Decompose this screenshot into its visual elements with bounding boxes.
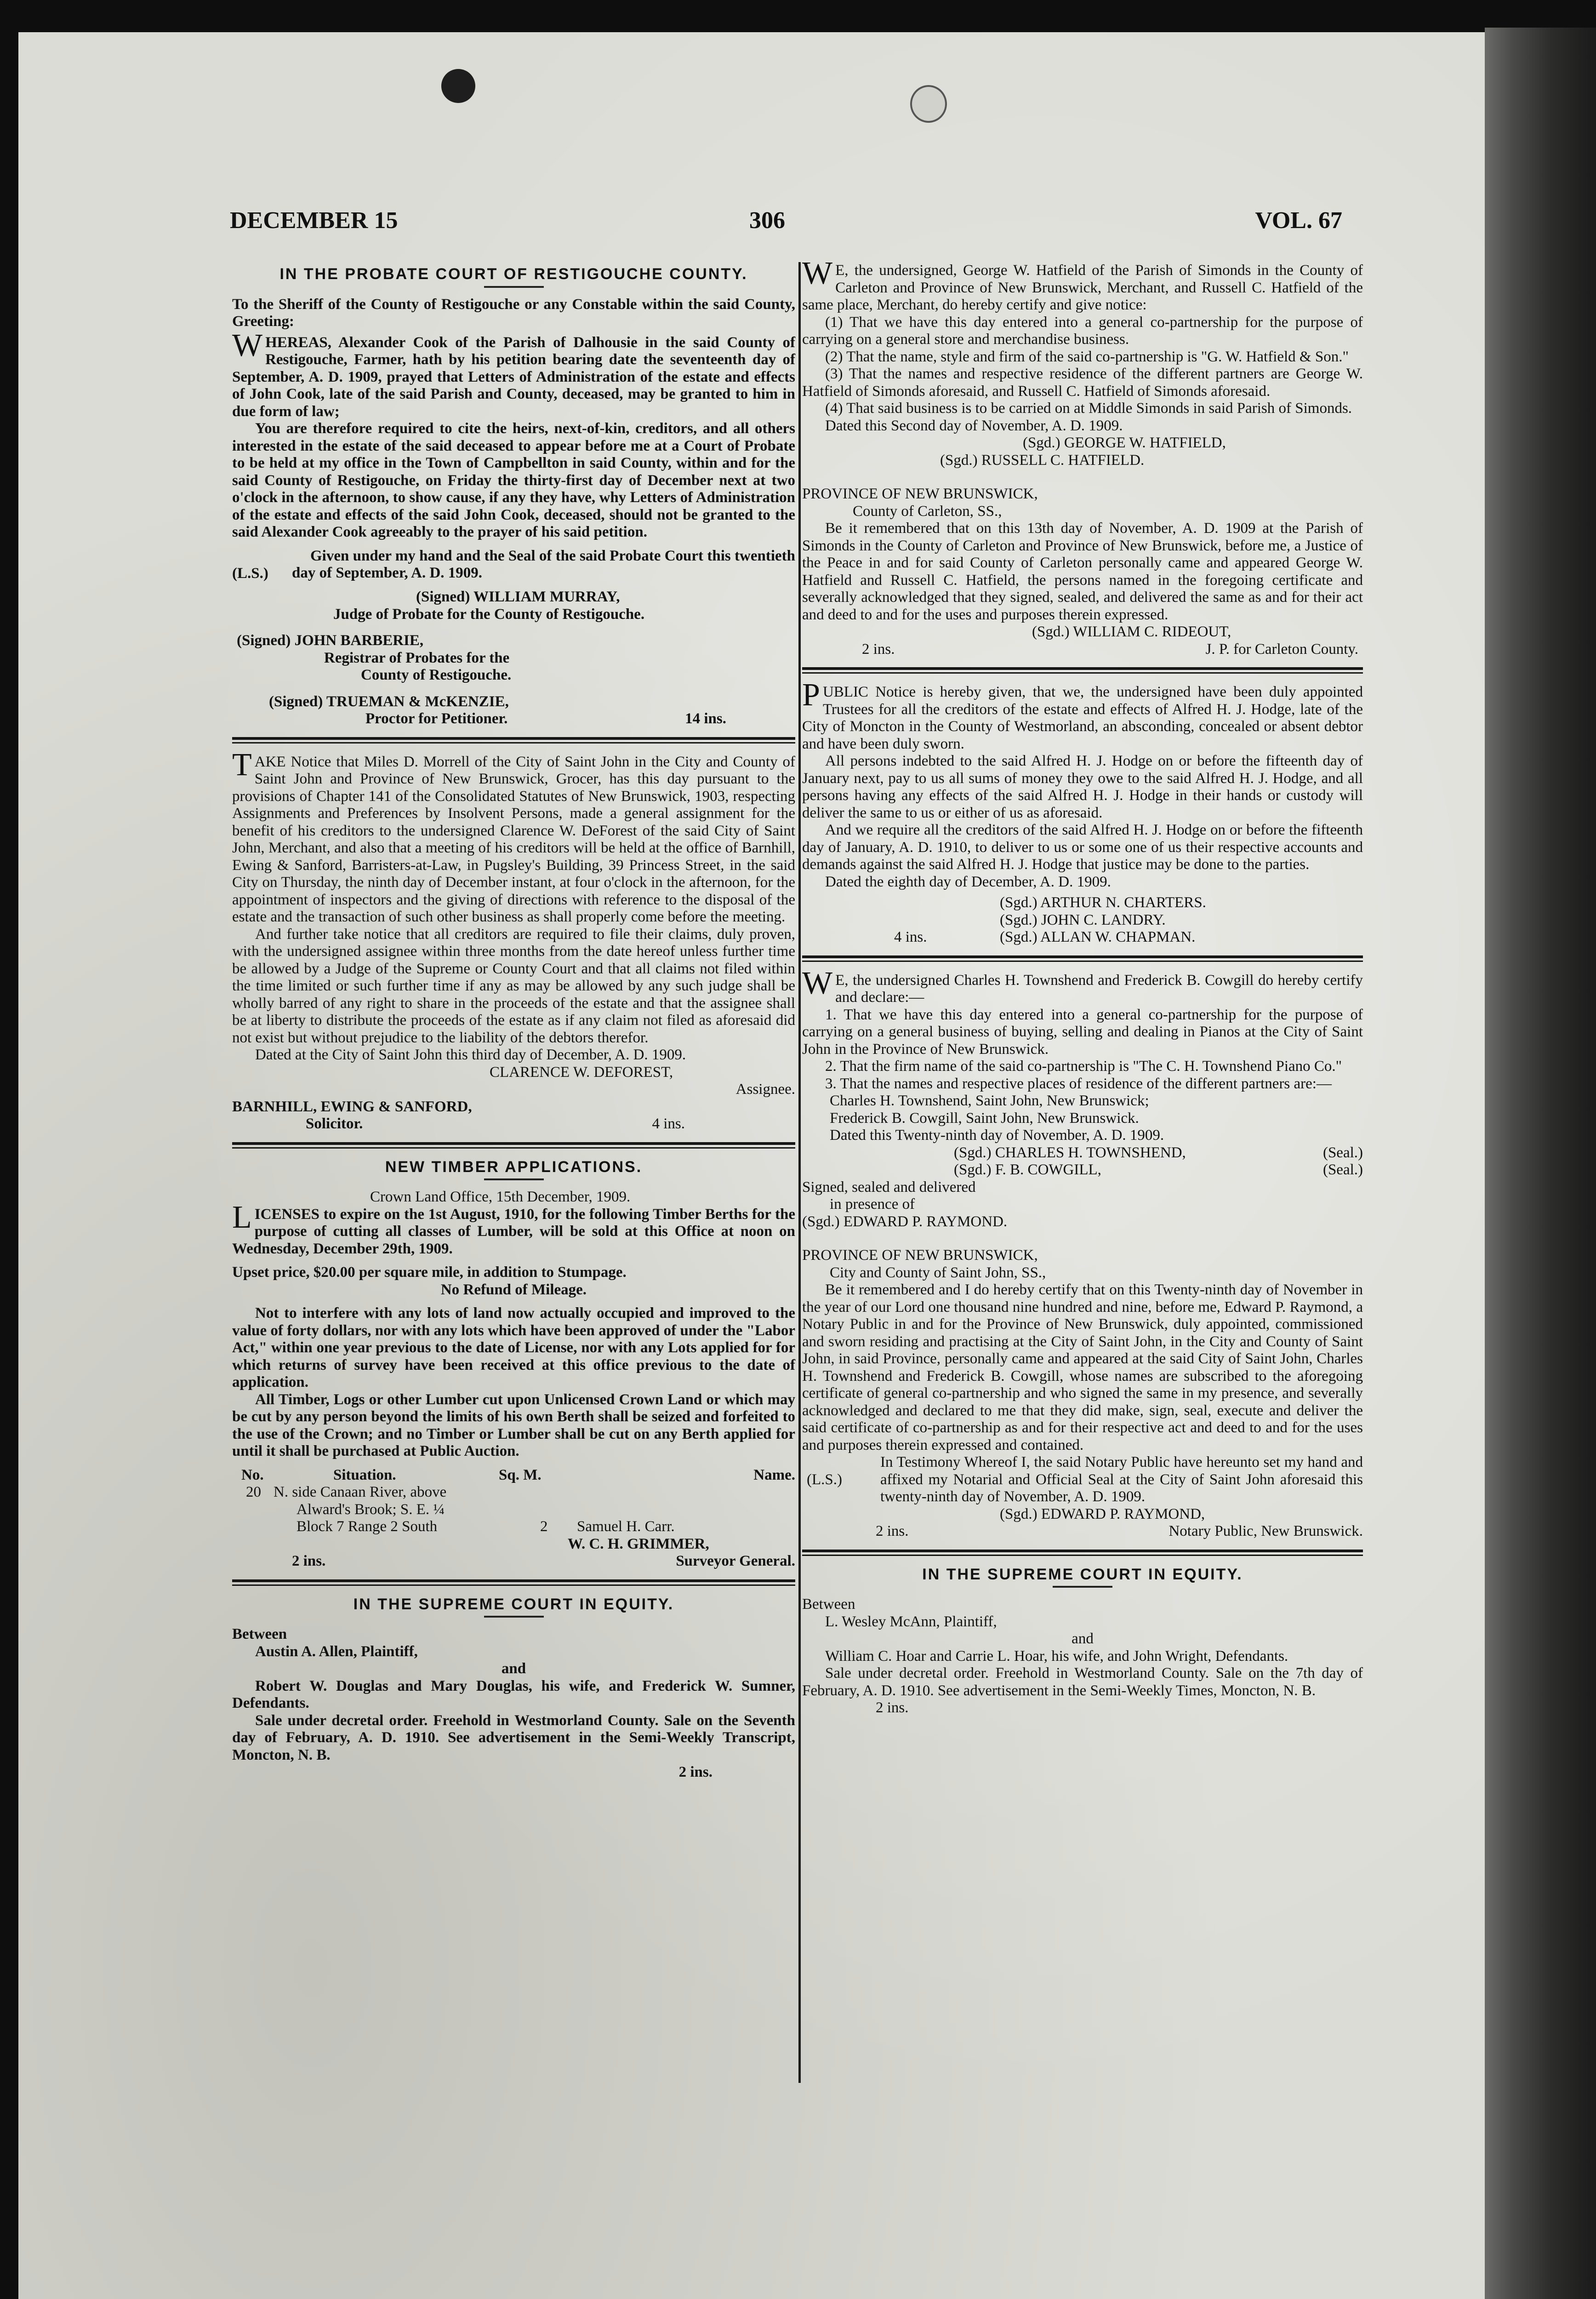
probate-given: Given under my hand and the Seal of the said Probate Court this twentieth day of September, A. D. 1909.	[292, 547, 795, 581]
equity-notice-right	[802, 1566, 1363, 1717]
hodge-notice	[802, 677, 1363, 946]
assignee-signature: CLARENCE W. DEFOREST,	[490, 1064, 673, 1081]
assignment-dated: Dated at the City of Saint John this third day of December, A. D. 1909.	[255, 1047, 686, 1063]
equity-defendants: Robert W. Douglas and Mary Douglas, his wife, and Frederick W. Sumner, Defendants.	[232, 1677, 795, 1711]
hatfield-item: (4) That said business is to be carried on at Middle Simonds in said Parish of Simonds.	[825, 400, 1352, 417]
hatfield-item: (2) That the name, style and firm of the said co-partnership is "G. W. Hatfield & Son."	[825, 348, 1349, 365]
partner-line: Charles H. Townshend, Saint John, New Brunswick;	[830, 1092, 1149, 1109]
province-heading: PROVINCE OF NEW BRUNSWICK,	[802, 1247, 1038, 1264]
header-date: DECEMBER 15	[230, 207, 398, 234]
jp-signature: (Sgd.) WILLIAM C. RIDEOUT,	[1032, 623, 1231, 640]
testimony-row	[802, 1454, 1363, 1506]
notary-row	[802, 1523, 1363, 1540]
equity-between: Between	[232, 1626, 287, 1642]
row-name: Samuel H. Carr.	[577, 1518, 675, 1535]
title-rule	[484, 1616, 544, 1618]
insertions: 4 ins.	[652, 1115, 685, 1132]
page-header	[230, 207, 1342, 239]
seal-mark: (Seal.)	[1322, 1144, 1363, 1161]
probate-body: You are therefore required to cite the heirs, next-of-kin, creditors, and all others interested in the estate of the said deceased to appear before me at a Court of Probate to be held at my office in the Town of Campbellton in said County, within and for the said County of Restigouche, on Friday the thirty-first day of December next at two o'clock in the afternoon, to show cause, if any they have, why Letters of Administration of the estate and effects of the said John Cook, deceased, should not be granted to the said Alexander Cook agreeably to the prayer of his said petition.	[232, 420, 795, 540]
section-rule	[232, 1579, 795, 1586]
table-row	[232, 1484, 795, 1536]
hodge-body: PUBLIC Notice is hereby given, that we, the undersigned have been duly appointed Trustees for all the creditors of the estate and effects of Alfred H. J. Hodge, late of the City of Moncton in the County of Westmorland, an absconding, concealed or absent debtor and have been duly sworn.	[802, 677, 1363, 752]
trustee-signature: (Sgd.) ALLAN W. CHAPMAN.	[1000, 929, 1196, 945]
assignment-notice	[232, 747, 795, 1133]
solicitor-name: BARNHILL, EWING & SANFORD,	[232, 1098, 472, 1115]
witness-line: in presence of	[830, 1196, 915, 1212]
punch-hole	[910, 85, 947, 123]
section-rule	[232, 737, 795, 743]
equity-and: and	[501, 1660, 526, 1677]
hodge-body: All persons indebted to the said Alfred H. J. Hodge on or before the fifteenth day of January next, pay to us all sums of money they owe to the said Alfred H. J. Hodge, and all persons having any effects of the said Alfred H. J. Hodge in their hands or custody will deliver the same to us or either of us as aforesaid.	[802, 753, 1363, 821]
section-rule	[232, 1142, 795, 1149]
assignment-body: And further take notice that all creditors are required to file their claims, duly proven, with the undersigned assignee within three months from the date hereof unless further time be allowed by a Judge of the Supreme or County Court and that all claims not filed within the time limited or such further time if any as may be allowed by any such judge shall be wholly barred of any right to share in the proceeds of the estate and that the assignee shall be at liberty to distribute the proceeds of the estate as if any claim not filed as aforesaid did not exist but without prejudice to the liability of the debtors therefor.	[232, 926, 795, 1046]
townshend-item: 2. That the firm name of the said co-partnership is "The C. H. Townshend Piano Co."	[825, 1058, 1342, 1075]
title-rule	[484, 286, 544, 288]
insertions: 2 ins.	[876, 1699, 909, 1716]
insertions: 14 ins.	[685, 710, 726, 727]
col-name: Name.	[753, 1466, 795, 1483]
timber-body: LICENSES to expire on the 1st August, 1910, for the following Timber Berths for the purpose of cutting all classes of Lumber, will be sold at this Office at noon on Wednesday, December 29th, 1909.	[232, 1199, 795, 1257]
equity-title: IN THE SUPREME COURT IN EQUITY.	[922, 1565, 1243, 1583]
townshend-signature: (Sgd.) CHARLES H. TOWNSHEND,	[954, 1144, 1186, 1161]
timber-no-refund: No Refund of Mileage.	[440, 1281, 587, 1298]
seal-label: (L.S.)	[232, 565, 268, 582]
probate-title: IN THE PROBATE COURT OF RESTIGOUCHE COUNTY.	[279, 265, 748, 283]
hodge-body: And we require all the creditors of the said Alfred H. J. Hodge on or before the fifteenth day of January, A. D. 1910, to deliver to us or some one of us their respective accounts and demands against the said Alfred H. J. Hodge that justice may be done to the parties.	[802, 822, 1363, 873]
insertions: 2 ins.	[862, 641, 895, 658]
punch-hole	[441, 69, 475, 103]
proctor-title: Proctor for Petitioner.	[365, 710, 508, 727]
row-situation-line: Alward's Brook; S. E. ¼	[296, 1501, 445, 1518]
left-column	[232, 262, 795, 1781]
surveyor-signature: W. C. H. GRIMMER,	[568, 1535, 709, 1552]
testimony-text: In Testimony Whereof I, the said Notary Public have hereunto set my hand and affixed my Notarial and Official Seal at the City of Saint John aforesaid this twenty-ninth day of November, A. D. 1909.	[880, 1454, 1363, 1505]
townshend-intro: WE, the undersigned Charles H. Townshend and Frederick B. Cowgill do hereby certify and declare:—	[802, 965, 1363, 1006]
witness-line: Signed, sealed and delivered	[802, 1178, 976, 1195]
row-no: 20	[246, 1484, 261, 1500]
notary-title: Notary Public, New Brunswick.	[1168, 1523, 1363, 1539]
solicitor-row	[232, 1115, 795, 1133]
col-situation: Situation.	[333, 1466, 396, 1483]
timber-table-header	[232, 1467, 795, 1484]
proctor-row	[232, 710, 795, 728]
partner-line: Frederick B. Cowgill, Saint John, New Brunswick.	[830, 1109, 1139, 1127]
province-heading: PROVINCE OF NEW BRUNSWICK,	[802, 486, 1038, 502]
townshend-notice	[802, 965, 1363, 1540]
registrar-title: County of Restigouche.	[361, 667, 512, 683]
surveyor-title: Surveyor General.	[676, 1553, 795, 1569]
col-sqm: Sq. M.	[499, 1466, 542, 1483]
section-rule	[802, 667, 1363, 674]
hatfield-notice	[802, 256, 1363, 658]
equity-defendants: William C. Hoar and Carrie L. Hoar, his wife, and John Wright, Defendants.	[825, 1647, 1288, 1664]
section-rule	[802, 1550, 1363, 1556]
county-heading: City and County of Saint John, SS.,	[830, 1264, 1046, 1281]
hatfield-certificate: Be it remembered that on this 13th day of November, A. D. 1909 at the Parish of Simonds in the County of Carleton and Province of New Brunswick, before me, a Justice of the Peace in and for said County of Carleton personally came and appeared George W. Hatfield and Russell C. Hatfield, the persons named in the foregoing certificate and severally acknowledged that they signed, sealed, and delivered the same as and for their act and deed to and for the uses and purposes therein expressed.	[802, 520, 1363, 623]
cowgill-signature: (Sgd.) F. B. COWGILL,	[954, 1161, 1101, 1178]
witness-signature: (Sgd.) EDWARD P. RAYMOND.	[802, 1213, 1008, 1230]
notary-signature: (Sgd.) EDWARD P. RAYMOND,	[1000, 1505, 1205, 1522]
hodge-dated: Dated the eighth day of December, A. D. 1909.	[825, 873, 1111, 890]
jp-row	[802, 641, 1363, 658]
cowgill-signature-row	[802, 1161, 1363, 1179]
townshend-dated: Dated this Twenty-ninth day of November, A. D. 1909.	[830, 1127, 1164, 1144]
equity-body: Sale under decretal order. Freehold in Westmorland County. Sale on the Seventh day of February, A. D. 1910. See advertisement in the Semi-Weekly Transcript, Moncton, N. B.	[232, 1712, 795, 1763]
title-rule	[1053, 1586, 1112, 1588]
hatfield-intro: WE, the undersigned, George W. Hatfield of the Parish of Simonds in the County of Carleton and Province of New Brunswick, Merchant, and Russell C. Hatfield of the same place, Merchant, do hereby certify and give notice:	[802, 256, 1363, 313]
equity-and: and	[1072, 1630, 1094, 1647]
probate-given-row	[232, 548, 795, 583]
equity-plaintiff: L. Wesley McAnn, Plaintiff,	[825, 1613, 997, 1630]
insertions: 4 ins.	[894, 929, 927, 945]
hatfield-dated: Dated this Second day of November, A. D. 1909.	[825, 417, 1123, 434]
probate-notice	[232, 266, 795, 728]
townshend-item: 1. That we have this day entered into a general co-partnership for the purpose of carrying on a general business of buying, selling and dealing in Pianos at the City of Saint John in the Province of New Brunswick.	[802, 1006, 1363, 1058]
section-rule	[802, 955, 1363, 962]
judge-signature: (Signed) WILLIAM MURRAY,	[416, 589, 620, 605]
column-divider	[798, 262, 801, 2083]
row-sqm: 2	[540, 1518, 548, 1535]
row-situation-line: N. side Canaan River, above	[274, 1484, 447, 1500]
county-heading: County of Carleton, SS.,	[853, 503, 1002, 520]
hatfield-signature: (Sgd.) RUSSELL C. HATFIELD.	[940, 452, 1145, 469]
proctor-signature: (Signed) TRUEMAN & McKENZIE,	[269, 693, 509, 710]
registrar-title: Registrar of Probates for the	[324, 649, 510, 666]
seal-mark: (Seal.)	[1322, 1161, 1363, 1178]
equity-between: Between	[802, 1596, 855, 1613]
page-number: 306	[749, 207, 785, 234]
row-situation	[274, 1484, 540, 1536]
townshend-item: 3. That the names and respective places of residence of the different partners are:—	[825, 1075, 1332, 1092]
insertions: 2 ins.	[292, 1553, 326, 1569]
judge-title: Judge of Probate for the County of Restigouche.	[333, 606, 645, 623]
assignee-title: Assignee.	[735, 1081, 795, 1098]
timber-body: Not to interfere with any lots of land now actually occupied and improved to the value of forty dollars, nor with any lots which have been approved of under the "Labor Act," within one year previous to the date of License, nor with any Lots applied for for which returns of survey have been received at this office previous to the date of application.	[232, 1305, 795, 1390]
insertions: 2 ins.	[678, 1764, 712, 1780]
trustee-signature: (Sgd.) JOHN C. LANDRY.	[1000, 911, 1166, 928]
notary-certificate: Be it remembered and I do hereby certify that on this Twenty-ninth day of November in the year of our Lord one thousand nine hundred and nine, before me, Edward P. Raymond, a Notary Public in and for the Province of New Brunswick, duly appointed, commissioned and sworn residing and practising at the City of Saint John, in the City and County of Saint John, in said Province, personally came and appeared at the said City of Saint John, Charles H. Townshend and Frederick B. Cowgill, whose names are subscribed to the aforegoing certificate of general co-partnership and who signed the same in my presence, and severally acknowledged and declared to me that they did make, sign, seal, execute and deliver the said certificate of co-partnership as and for their respective act and deed to and for the uses and purposes therein expressed and contained.	[802, 1281, 1363, 1453]
hatfield-signature: (Sgd.) GEORGE W. HATFIELD,	[1023, 435, 1226, 451]
binding-spine	[1485, 28, 1596, 2299]
jp-title: J. P. for Carleton County.	[1205, 641, 1358, 658]
townshend-signature-row	[802, 1144, 1363, 1162]
row-situation-line: Block 7 Range 2 South	[296, 1518, 438, 1535]
assignment-body: TAKE Notice that Miles D. Morrell of the City of Saint John in the City and County of Saint John and Province of New Brunswick, Grocer, has this day pursuant to the provisions of Chapter 141 of the Consolidated Statutes of New Brunswick, 1903, respecting Assignments and Preferences by Insolvent Persons, made a general assignment for the benefit of his creditors to the undersigned Clarence W. DeForest of the said City of Saint John, Merchant, and also that a meeting of his creditors will be held at the office of Barnhill, Ewing & Sanford, Barristers-at-Law, in Pugsley's Building, 39 Princess Street, in the said City on Thursday, the ninth day of December instant, at four o'clock in the afternoon, for the appointment of inspectors and the giving of directions with reference to the disposal of the estate and the transaction of such other business as shall properly come before the meeting.	[232, 747, 795, 925]
equity-body: Sale under decretal order. Freehold in Westmorland County. Sale on the 7th day of February, A. D. 1910. See advertisement in the Semi-Weekly Times, Moncton, N. B.	[802, 1665, 1363, 1699]
hatfield-item: (1) That we have this day entered into a general co-partnership for the purpose of carrying on a general store and merchandise business.	[802, 314, 1363, 348]
probate-body: WHEREAS, Alexander Cook of the Parish of Dalhousie in the said County of Restigouche, Farmer, hath by his petition bearing date the seventeenth day of September, A. D. 1909, prayed that Letters of Administration of the estate and effects of John Cook, late of the said Parish and County, deceased, may be granted to him in due form of law;	[232, 327, 795, 420]
timber-office: Crown Land Office, 15th December, 1909.	[370, 1189, 631, 1205]
timber-upset-price: Upset price, $20.00 per square mile, in addition to Stumpage.	[232, 1264, 627, 1281]
equity-plaintiff: Austin A. Allen, Plaintiff,	[255, 1643, 418, 1660]
surveyor-row	[232, 1553, 795, 1570]
equity-title: IN THE SUPREME COURT IN EQUITY.	[353, 1595, 674, 1613]
registrar-signature: (Signed) JOHN BARBERIE,	[237, 632, 424, 649]
volume-number: VOL. 67	[1255, 207, 1342, 234]
insertions: 2 ins.	[876, 1523, 909, 1539]
timber-title: NEW TIMBER APPLICATIONS.	[385, 1158, 643, 1176]
seal-label: (L.S.)	[807, 1471, 842, 1488]
timber-body: All Timber, Logs or other Lumber cut upon Unlicensed Crown Land or which may be cut by any person beyond the limits of his own Berth shall be seized and forfeited to the use of the Crown; and no Timber or Lumber shall be cut on any Berth applied for until it shall be purchased at Public Auction.	[232, 1391, 795, 1459]
probate-salutation: To the Sheriff of the County of Restigouche or any Constable within the said County, Greeting:	[232, 296, 795, 330]
col-no: No.	[241, 1466, 264, 1483]
trustee-row	[802, 929, 1363, 946]
timber-notice	[232, 1159, 795, 1570]
hatfield-item: (3) That the names and respective residence of the different partners are George W. Hatfield of Simonds aforesaid, and Russell C. Hatfield of Simonds aforesaid.	[802, 366, 1363, 400]
trustee-signature: (Sgd.) ARTHUR N. CHARTERS.	[1000, 894, 1206, 911]
equity-notice-left	[232, 1596, 795, 1781]
solicitor-title: Solicitor.	[306, 1115, 363, 1132]
title-rule	[484, 1178, 544, 1180]
right-column	[802, 256, 1363, 1717]
